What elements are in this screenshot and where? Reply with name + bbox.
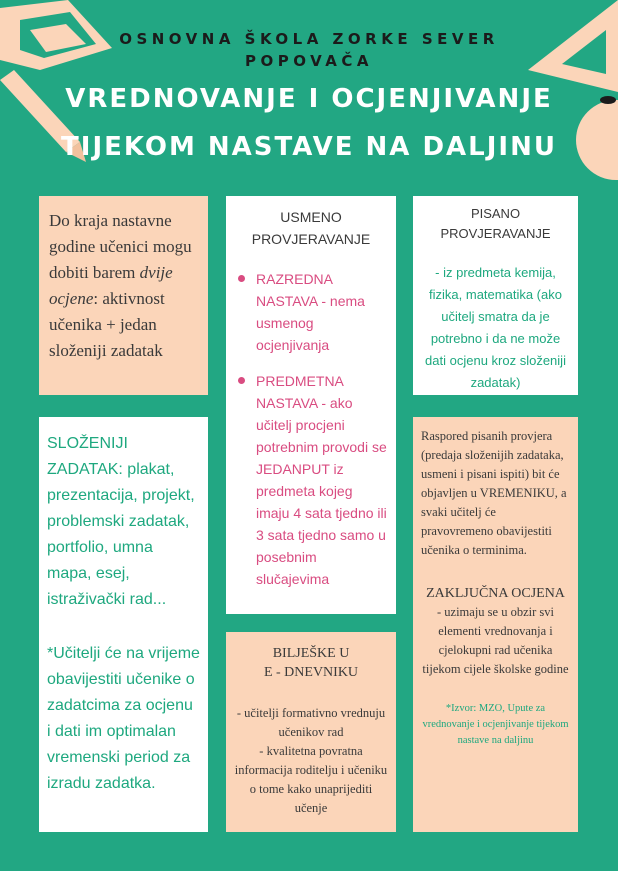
notes-title-line2: E - DNEVNIKU [263,665,359,680]
page-title-line2: TIJEKOM NASTAVE NA DALJINU [61,132,557,162]
schedule-card [413,417,578,832]
intro-text-b: : aktivnost učenika + jedan složeniji zadatak [49,289,165,360]
schedule-text [421,427,570,560]
school-location: POPOVAČA [245,52,373,70]
final-grade-text: - uzimaju se u obzir svi elementi vrednovanja i cjelokupni rad učenika tijekom cijele školske godine [422,605,569,676]
oral-title-line1: USMENO [280,209,342,225]
complex-task-text: SLOŽENIJI ZADATAK: plakat, prezentacija, projekt, problemski zadatak, portfolio, umna mapa, esej, istraživački rad... [47,435,195,608]
oral-item-class: RAZREDNA NASTAVA - nema usmenog ocjenjivanja [234,268,388,356]
oral-title-line2: PROVJERAVANJE [251,231,371,247]
school-name: OSNOVNA ŠKOLA ZORKE SEVER [119,30,499,48]
final-grade-title: ZAKLJUČNA OCJENA [426,586,565,601]
written-text: - iz predmeta kemija, fizika, matematika (ako učitelj smatra da je potrebno i da ne može dati ocjenu kroz složeniji zadatak) [425,265,566,390]
written-card [413,196,578,395]
notes-card [226,632,396,832]
complex-task-card [39,417,208,832]
source-note: *Izvor: MZO, Upute za vrednovanje i ocjenjivanje tijekom nastave na daljinu [422,703,569,746]
intro-text-italic: dvije ocjene [49,263,173,308]
complex-task-note: *Učitelji će na vrijeme obavijestiti učenike o zadatcima za ocjenu i dati im optimalan vremenski period za izradu zadatka. [47,645,200,792]
intro-card [39,196,208,395]
notes-line1: - učitelji formativno vrednuju učenikov rad [236,706,386,739]
oral-item-subject: PREDMETNA NASTAVA - ako učitelj procjeni potrebnim provodi se JEDANPUT iz predmeta kojeg imaju 4 sata tjedno ili 3 sata tjedno samo u posebnim slučajevima [234,370,388,590]
notes-title-line1: BILJEŠKE U [272,646,350,661]
oral-card [226,196,396,614]
schedule-text-b: , a svaki učitelj će pravovremeno obavijestiti učenika o terminima. [421,486,567,557]
schedule-text-bold: VREMENIKU [479,486,555,500]
page-title-line1: VREDNOVANJE I OCJENJIVANJE [65,84,553,114]
written-title: PISANO PROVJERAVANJE [440,206,551,241]
intro-text-a: Do kraja nastavne godine učenici mogu dobiti barem [49,211,192,282]
schedule-text-a: Raspored pisanih provjera (predaja složenijih zadataka, usmeni i pisani ispiti) bit će objavljen u [421,429,564,500]
notes-line2: - kvalitetna povratna informacija roditelju i učeniku o tome kako unaprijediti učenje [234,744,388,815]
